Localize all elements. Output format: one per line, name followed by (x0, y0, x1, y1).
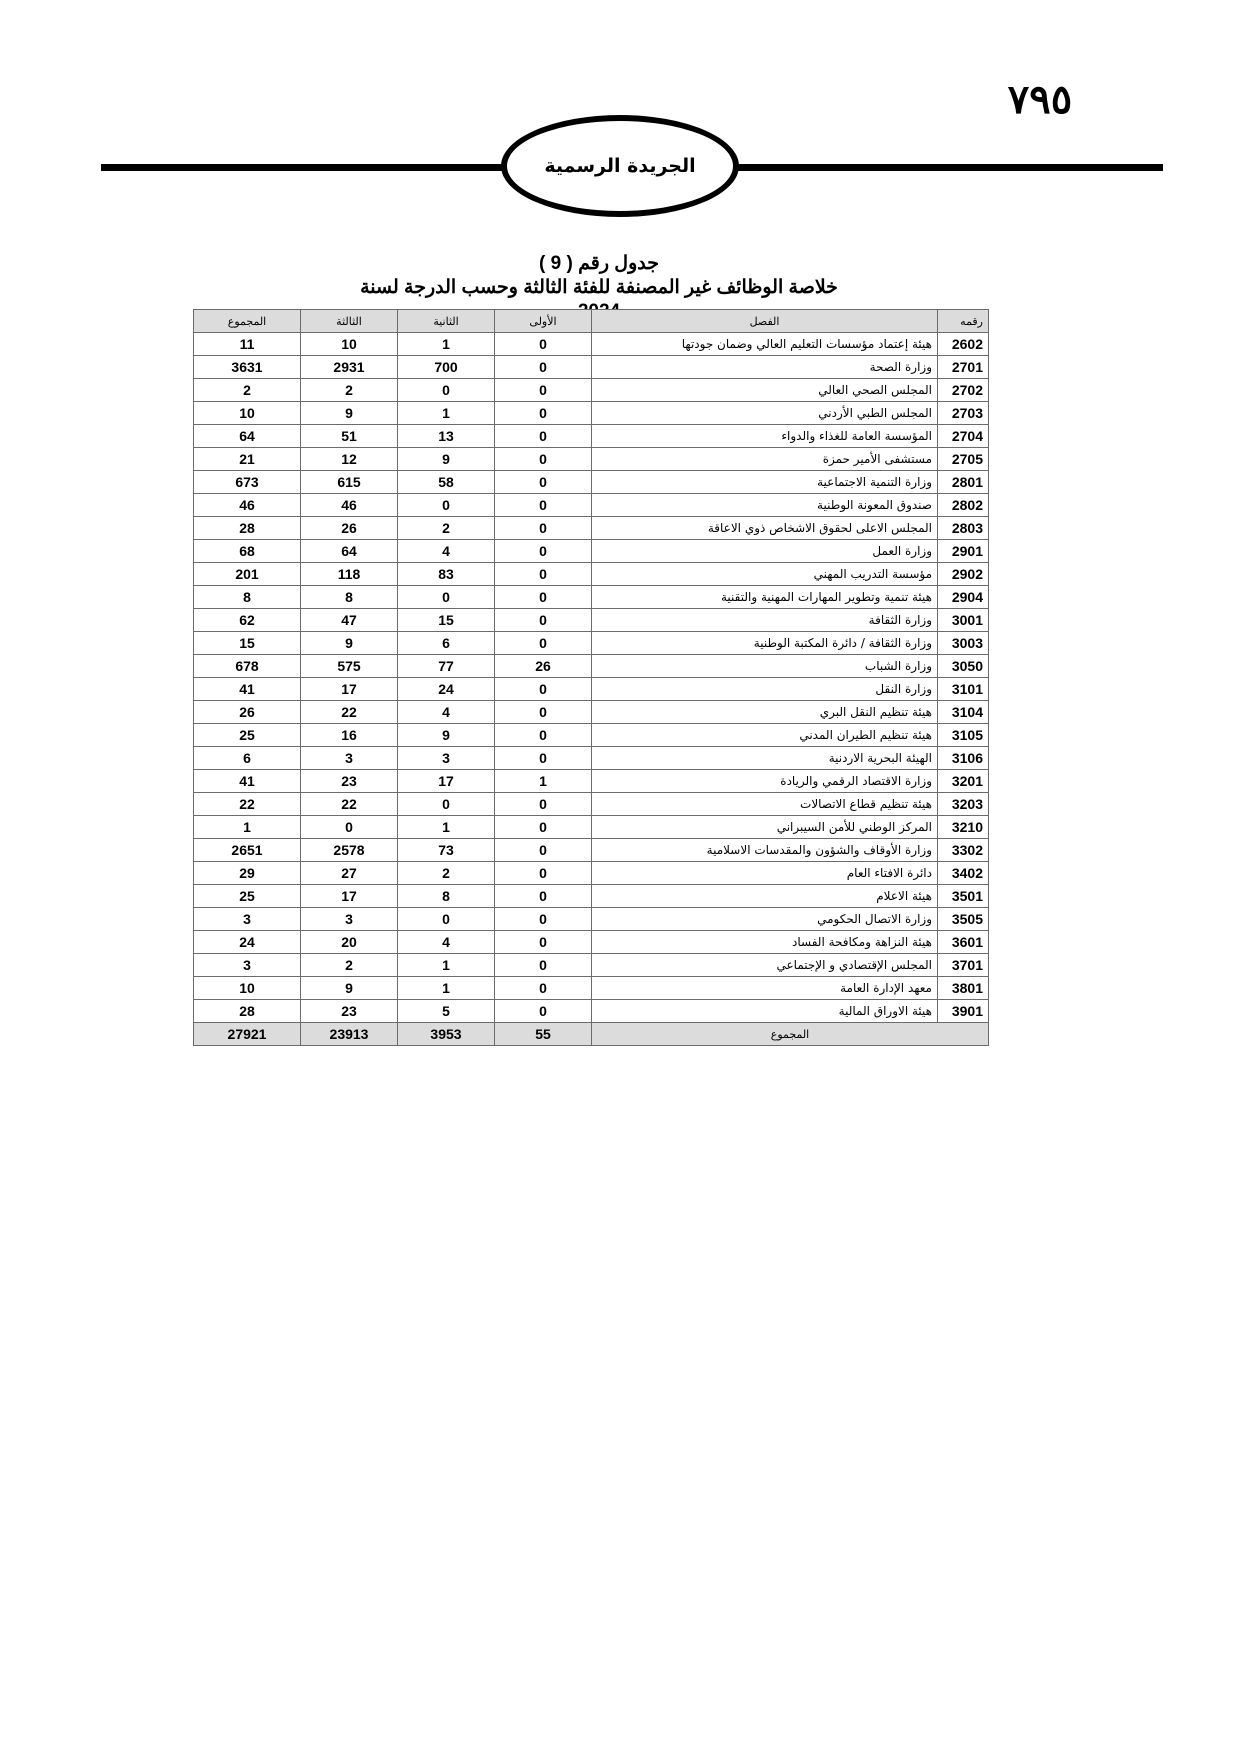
row-code: 3105 (938, 724, 989, 747)
row-second: 1 (398, 977, 495, 1000)
row-code: 2704 (938, 425, 989, 448)
row-code: 3801 (938, 977, 989, 1000)
masthead-oval (501, 115, 739, 217)
row-name: المجلس الطبي الأردني (592, 402, 938, 425)
row-code: 2701 (938, 356, 989, 379)
row-name: وزارة الثقافة (592, 609, 938, 632)
table-row (194, 632, 989, 655)
totals-row (194, 1023, 989, 1046)
row-third: 22 (301, 793, 398, 816)
row-second: 1 (398, 402, 495, 425)
row-total: 6 (194, 747, 301, 770)
row-code: 2803 (938, 517, 989, 540)
row-code: 3104 (938, 701, 989, 724)
row-second: 6 (398, 632, 495, 655)
summary-table (193, 309, 989, 1046)
row-first: 0 (495, 379, 592, 402)
row-total: 62 (194, 609, 301, 632)
row-second: 4 (398, 540, 495, 563)
row-name: الهيئة البحرية الاردنية (592, 747, 938, 770)
row-name: دائرة الافتاء العام (592, 862, 938, 885)
row-third: 47 (301, 609, 398, 632)
row-total: 64 (194, 425, 301, 448)
row-total: 201 (194, 563, 301, 586)
row-second: 0 (398, 494, 495, 517)
totals-first: 55 (495, 1023, 592, 1046)
row-code: 2702 (938, 379, 989, 402)
row-code: 2902 (938, 563, 989, 586)
row-total: 3 (194, 954, 301, 977)
row-name: وزارة النقل (592, 678, 938, 701)
row-name: هيئة الاوراق المالية (592, 1000, 938, 1023)
row-third: 2931 (301, 356, 398, 379)
row-name: المركز الوطني للأمن السيبراني (592, 816, 938, 839)
row-second: 73 (398, 839, 495, 862)
row-total: 3631 (194, 356, 301, 379)
row-first: 0 (495, 632, 592, 655)
row-total: 68 (194, 540, 301, 563)
row-name: وزارة الشباب (592, 655, 938, 678)
row-total: 15 (194, 632, 301, 655)
row-total: 24 (194, 931, 301, 954)
table-row (194, 609, 989, 632)
row-second: 2 (398, 517, 495, 540)
row-name: هيئة إعتماد مؤسسات التعليم العالي وضمان جودتها (592, 333, 938, 356)
col-header-third: الثالثة (301, 310, 398, 333)
row-code: 3501 (938, 885, 989, 908)
row-first: 0 (495, 816, 592, 839)
table-header-row (194, 310, 989, 333)
row-code: 2904 (938, 586, 989, 609)
table-row (194, 655, 989, 678)
row-total: 21 (194, 448, 301, 471)
table-row (194, 816, 989, 839)
row-code: 3106 (938, 747, 989, 770)
row-code: 3901 (938, 1000, 989, 1023)
table-row (194, 563, 989, 586)
row-second: 1 (398, 954, 495, 977)
row-code: 2705 (938, 448, 989, 471)
table-row (194, 402, 989, 425)
row-name: المجلس الاعلى لحقوق الاشخاص ذوي الاعاقة (592, 517, 938, 540)
row-second: 1 (398, 816, 495, 839)
table-row (194, 724, 989, 747)
header-rule-left (101, 164, 505, 171)
row-code: 3001 (938, 609, 989, 632)
col-header-code: رقمه (938, 310, 989, 333)
table-row (194, 931, 989, 954)
row-code: 3505 (938, 908, 989, 931)
row-total: 3 (194, 908, 301, 931)
row-code: 2802 (938, 494, 989, 517)
row-third: 26 (301, 517, 398, 540)
row-total: 10 (194, 977, 301, 1000)
row-third: 16 (301, 724, 398, 747)
row-third: 12 (301, 448, 398, 471)
row-first: 0 (495, 1000, 592, 1023)
table-row (194, 977, 989, 1000)
row-code: 3203 (938, 793, 989, 816)
masthead-title: الجريدة الرسمية (544, 155, 696, 177)
table-row (194, 517, 989, 540)
row-first: 0 (495, 885, 592, 908)
row-third: 23 (301, 1000, 398, 1023)
row-code: 3402 (938, 862, 989, 885)
row-first: 0 (495, 701, 592, 724)
table-subtitle: خلاصة الوظائف غير المصنفة للفئة الثالثة وحسب الدرجة لسنة (360, 277, 838, 298)
col-header-name: الفصل (592, 310, 938, 333)
header-rule-right (738, 164, 1163, 171)
row-name: وزارة الاتصال الحكومي (592, 908, 938, 931)
row-name: مؤسسة التدريب المهني (592, 563, 938, 586)
row-code: 3701 (938, 954, 989, 977)
row-third: 575 (301, 655, 398, 678)
table-row (194, 356, 989, 379)
row-total: 22 (194, 793, 301, 816)
row-total: 41 (194, 770, 301, 793)
row-total: 673 (194, 471, 301, 494)
row-first: 26 (495, 655, 592, 678)
totals-total: 27921 (194, 1023, 301, 1046)
row-third: 2 (301, 954, 398, 977)
row-code: 2703 (938, 402, 989, 425)
table-row (194, 908, 989, 931)
totals-third: 23913 (301, 1023, 398, 1046)
row-code: 3601 (938, 931, 989, 954)
row-third: 118 (301, 563, 398, 586)
table-row (194, 379, 989, 402)
row-first: 0 (495, 471, 592, 494)
row-second: 2 (398, 862, 495, 885)
row-third: 51 (301, 425, 398, 448)
row-third: 2 (301, 379, 398, 402)
row-second: 83 (398, 563, 495, 586)
row-third: 46 (301, 494, 398, 517)
row-first: 0 (495, 931, 592, 954)
row-total: 8 (194, 586, 301, 609)
row-name: هيئة النزاهة ومكافحة الفساد (592, 931, 938, 954)
row-first: 0 (495, 839, 592, 862)
row-second: 0 (398, 586, 495, 609)
row-third: 27 (301, 862, 398, 885)
row-first: 1 (495, 770, 592, 793)
row-code: 2602 (938, 333, 989, 356)
table-row (194, 747, 989, 770)
row-first: 0 (495, 678, 592, 701)
row-third: 10 (301, 333, 398, 356)
row-second: 9 (398, 448, 495, 471)
row-second: 8 (398, 885, 495, 908)
row-third: 9 (301, 632, 398, 655)
row-third: 9 (301, 402, 398, 425)
table-row (194, 540, 989, 563)
row-code: 3201 (938, 770, 989, 793)
row-total: 26 (194, 701, 301, 724)
row-first: 0 (495, 494, 592, 517)
col-header-second: الثانية (398, 310, 495, 333)
row-second: 15 (398, 609, 495, 632)
table-number-title: جدول رقم ( 9 ) (539, 253, 659, 274)
table-row (194, 954, 989, 977)
row-total: 2651 (194, 839, 301, 862)
table-row (194, 862, 989, 885)
row-first: 0 (495, 356, 592, 379)
row-code: 3210 (938, 816, 989, 839)
row-total: 29 (194, 862, 301, 885)
col-header-first: الأولى (495, 310, 592, 333)
row-first: 0 (495, 517, 592, 540)
row-first: 0 (495, 954, 592, 977)
row-third: 2578 (301, 839, 398, 862)
row-total: 678 (194, 655, 301, 678)
row-second: 24 (398, 678, 495, 701)
row-first: 0 (495, 425, 592, 448)
row-code: 2901 (938, 540, 989, 563)
row-code: 2801 (938, 471, 989, 494)
row-first: 0 (495, 333, 592, 356)
row-total: 41 (194, 678, 301, 701)
table-row (194, 471, 989, 494)
table-row (194, 885, 989, 908)
table-body (194, 333, 989, 1023)
row-first: 0 (495, 448, 592, 471)
row-third: 17 (301, 885, 398, 908)
row-first: 0 (495, 586, 592, 609)
row-name: معهد الإدارة العامة (592, 977, 938, 1000)
row-name: هيئة تنمية وتطوير المهارات المهنية والتقنية (592, 586, 938, 609)
row-code: 3302 (938, 839, 989, 862)
row-code: 3050 (938, 655, 989, 678)
row-first: 0 (495, 977, 592, 1000)
table-row (194, 425, 989, 448)
row-name: وزارة الأوقاف والشؤون والمقدسات الاسلامية (592, 839, 938, 862)
row-second: 4 (398, 931, 495, 954)
table-row (194, 1000, 989, 1023)
table-row (194, 448, 989, 471)
row-second: 0 (398, 379, 495, 402)
row-third: 615 (301, 471, 398, 494)
row-third: 64 (301, 540, 398, 563)
row-first: 0 (495, 793, 592, 816)
row-total: 10 (194, 402, 301, 425)
row-first: 0 (495, 563, 592, 586)
row-second: 1 (398, 333, 495, 356)
row-name: وزارة الصحة (592, 356, 938, 379)
row-total: 46 (194, 494, 301, 517)
row-total: 2 (194, 379, 301, 402)
totals-label: المجموع (592, 1023, 989, 1046)
row-third: 3 (301, 747, 398, 770)
table-row (194, 770, 989, 793)
row-second: 0 (398, 908, 495, 931)
row-second: 9 (398, 724, 495, 747)
row-first: 0 (495, 862, 592, 885)
row-total: 28 (194, 517, 301, 540)
table-row (194, 586, 989, 609)
row-total: 11 (194, 333, 301, 356)
row-name: المؤسسة العامة للغذاء والدواء (592, 425, 938, 448)
row-second: 4 (398, 701, 495, 724)
row-first: 0 (495, 609, 592, 632)
row-first: 0 (495, 402, 592, 425)
row-name: هيئة تنظيم الطيران المدني (592, 724, 938, 747)
row-second: 3 (398, 747, 495, 770)
row-total: 1 (194, 816, 301, 839)
table-row (194, 678, 989, 701)
row-name: المجلس الإقتصادي و الإجتماعي (592, 954, 938, 977)
row-total: 25 (194, 885, 301, 908)
table-row (194, 701, 989, 724)
row-second: 58 (398, 471, 495, 494)
row-third: 0 (301, 816, 398, 839)
row-name: وزارة التنمية الاجتماعية (592, 471, 938, 494)
row-second: 0 (398, 793, 495, 816)
row-total: 28 (194, 1000, 301, 1023)
row-name: هيئة تنظيم النقل البري (592, 701, 938, 724)
row-second: 13 (398, 425, 495, 448)
row-third: 22 (301, 701, 398, 724)
row-name: هيئة تنظيم قطاع الاتصالات (592, 793, 938, 816)
row-second: 17 (398, 770, 495, 793)
row-first: 0 (495, 908, 592, 931)
row-third: 9 (301, 977, 398, 1000)
row-second: 77 (398, 655, 495, 678)
table-row (194, 494, 989, 517)
row-name: مستشفى الأمير حمزة (592, 448, 938, 471)
row-name: وزارة الثقافة / دائرة المكتبة الوطنية (592, 632, 938, 655)
row-first: 0 (495, 724, 592, 747)
row-name: وزارة العمل (592, 540, 938, 563)
row-second: 5 (398, 1000, 495, 1023)
row-name: المجلس الصحي العالي (592, 379, 938, 402)
table-row (194, 793, 989, 816)
row-first: 0 (495, 540, 592, 563)
row-name: هيئة الاعلام (592, 885, 938, 908)
row-name: صندوق المعونة الوطنية (592, 494, 938, 517)
row-code: 3003 (938, 632, 989, 655)
table-row (194, 333, 989, 356)
row-code: 3101 (938, 678, 989, 701)
col-header-total: المجموع (194, 310, 301, 333)
totals-second: 3953 (398, 1023, 495, 1046)
row-third: 17 (301, 678, 398, 701)
table-row (194, 839, 989, 862)
row-third: 3 (301, 908, 398, 931)
row-name: وزارة الاقتصاد الرقمي والريادة (592, 770, 938, 793)
row-first: 0 (495, 747, 592, 770)
page-number: ٧٩٥ (1007, 76, 1073, 123)
row-total: 25 (194, 724, 301, 747)
row-third: 20 (301, 931, 398, 954)
row-second: 700 (398, 356, 495, 379)
row-third: 23 (301, 770, 398, 793)
row-third: 8 (301, 586, 398, 609)
